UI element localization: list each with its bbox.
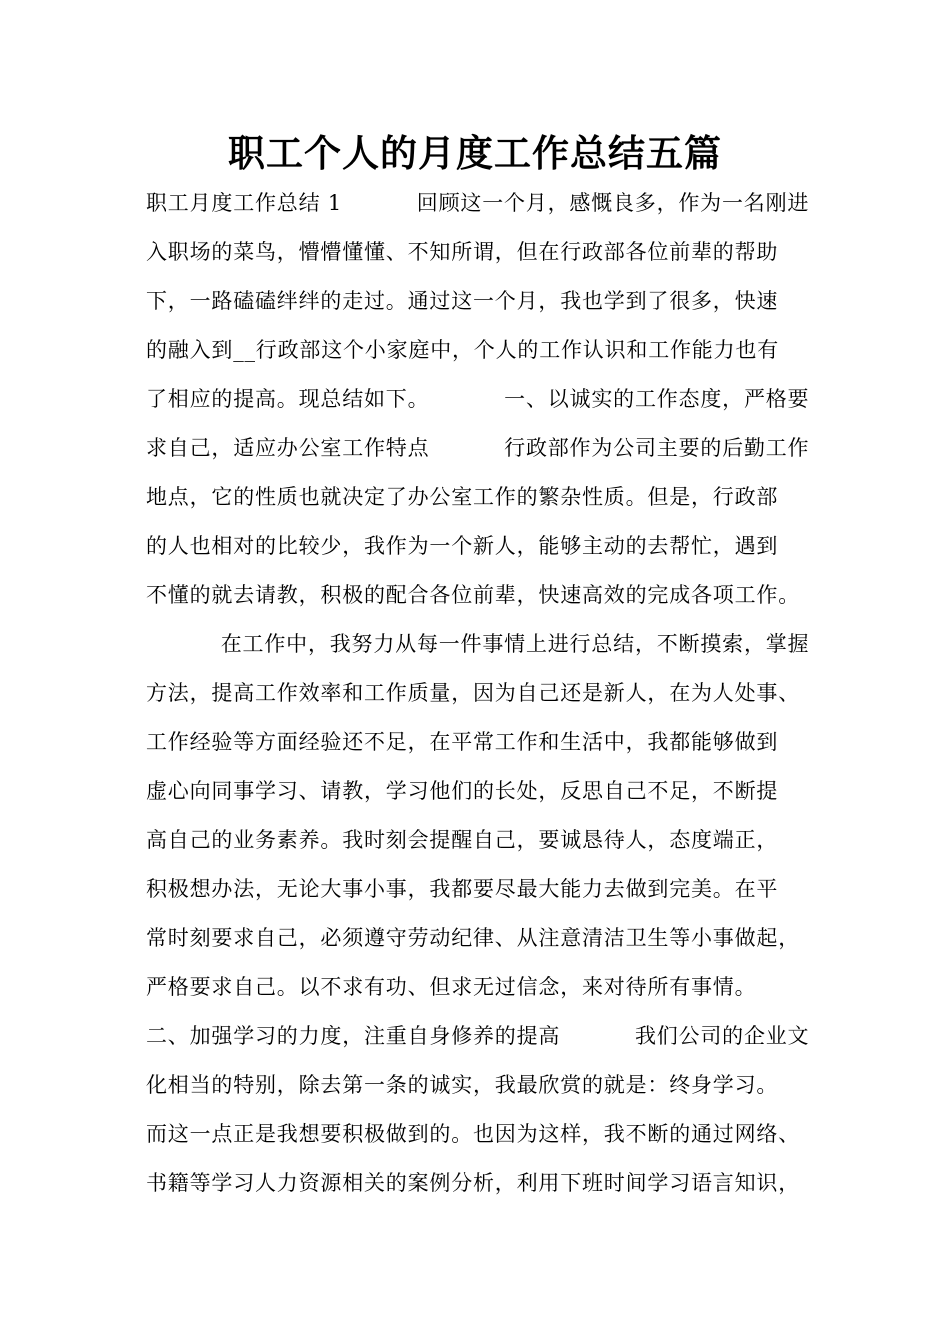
body-line: 职工月度工作总结 1 回顾这一个月，感慨良多，作为一名刚进	[146, 191, 810, 215]
body-line: 严格要求自己。以不求有功、但求无过信念，来对待所有事情。	[146, 975, 757, 999]
body-line: 求自己，适应办公室工作特点 行政部作为公司主要的后勤工作	[146, 436, 810, 460]
body-line: 二、加强学习的力度，注重自身修养的提高 我们公司的企业文	[146, 1024, 810, 1048]
body-line: 的融入到__行政部这个小家庭中，个人的工作认识和工作能力也有	[146, 338, 779, 362]
body-line: 在工作中，我努力从每一件事情上进行总结，不断摸索，掌握	[146, 632, 810, 656]
body-line: 高自己的业务素养。我时刻会提醒自己，要诚恳待人，态度端正，	[146, 828, 779, 852]
body-line: 方法，提高工作效率和工作质量，因为自己还是新人，在为人处事、	[146, 681, 800, 705]
body-line: 不懂的就去请教，积极的配合各位前辈，快速高效的完成各项工作。	[146, 583, 800, 607]
body-line: 虚心向同事学习、请教，学习他们的长处，反思自己不足，不断提	[146, 779, 779, 803]
body-line: 常时刻要求自己，必须遵守劳动纪律、从注意清洁卫生等小事做起，	[146, 926, 800, 950]
body-line: 入职场的菜鸟，懵懵懂懂、不知所谓，但在行政部各位前辈的帮助	[146, 240, 779, 264]
body-line: 的人也相对的比较少，我作为一个新人，能够主动的去帮忙，遇到	[146, 534, 779, 558]
body-line: 积极想办法，无论大事小事，我都要尽最大能力去做到完美。在平	[146, 877, 779, 901]
body-line: 工作经验等方面经验还不足，在平常工作和生活中，我都能够做到	[146, 730, 779, 754]
body-line: 下，一路磕磕绊绊的走过。通过这一个月，我也学到了很多，快速	[146, 289, 779, 313]
body-line: 而这一点正是我想要积极做到的。也因为这样，我不断的通过网络、	[146, 1122, 800, 1146]
body-line: 地点，它的性质也就决定了办公室工作的繁杂性质。但是，行政部	[146, 485, 779, 509]
body-line: 书籍等学习人力资源相关的案例分析，利用下班时间学习语言知识，	[146, 1171, 800, 1195]
document-body	[146, 179, 826, 1208]
body-line: 化相当的特别，除去第一条的诚实，我最欣赏的就是：终身学习。	[146, 1073, 779, 1097]
body-line: 了相应的提高。现总结如下。 一、以诚实的工作态度，严格要	[146, 387, 810, 411]
document-title: 职工个人的月度工作总结五篇	[228, 132, 722, 175]
